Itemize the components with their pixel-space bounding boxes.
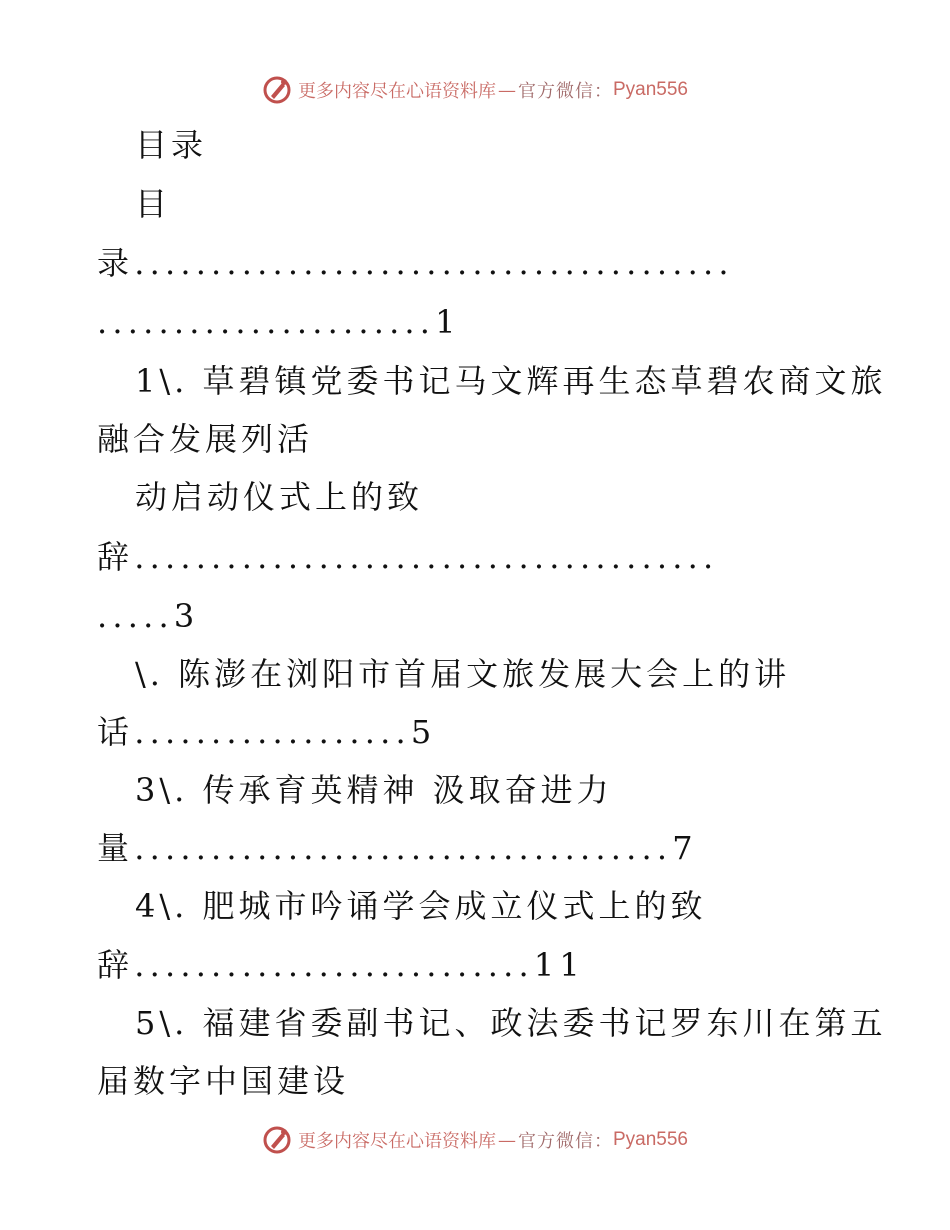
toc-line: 辞..........................11 [97,946,585,984]
toc-entry-2: \. 陈澎在浏阳市首届文旅发展大会上的讲 [135,655,791,693]
wechat-id: Pyan556 [612,79,688,100]
banner-dash: — [497,1129,516,1151]
toc-entry-3: 3\. 传承育英精神 汲取奋进力 [135,771,613,809]
toc-line: 录....................................... [97,244,734,282]
toc-title: 目录 [135,126,208,164]
footer-watermark [0,1120,950,1160]
toc-line: .....3 [97,597,200,635]
toc-line: 量...................................7 [97,829,698,867]
toc-entry-1: 1\. 草碧镇党委书记马文辉再生态草碧农商文旅 [135,362,887,400]
toc-line: 辞...................................... [97,538,719,576]
toc-line: 动启动仪式上的致 [135,478,424,516]
toc-line: 目 [135,185,172,223]
pen-logo-icon [262,75,292,105]
site-name: 更多内容尽在心语资料库 [297,81,496,102]
pen-logo-icon [262,1125,292,1155]
toc-line: 融合发展列活 [97,420,314,458]
toc-entry-4: 4\. 肥城市吟诵学会成立仪式上的致 [135,887,707,925]
toc-entry-5: 5\. 福建省委副书记、政法委书记罗东川在第五 [135,1004,887,1042]
wechat-label: 官方微信： [517,81,613,102]
wechat-label: 官方微信： [517,1131,613,1152]
toc-line: 话..................5 [97,713,437,751]
site-name: 更多内容尽在心语资料库 [297,1131,496,1152]
banner-dash: — [497,79,516,101]
header-watermark [0,70,950,110]
toc-line: 届数字中国建设 [97,1062,350,1100]
toc-line: ......................1 [97,303,461,341]
wechat-id: Pyan556 [612,1129,688,1150]
